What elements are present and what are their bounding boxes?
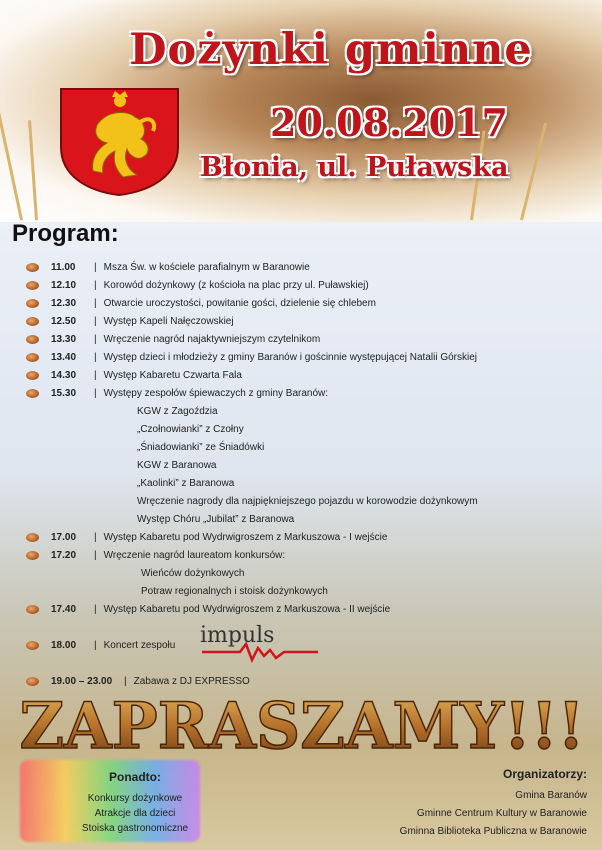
program-text: Występy zespołów śpiewaczych z gminy Baranów: [103,388,329,399]
separator: | [94,550,97,561]
bread-bullet-icon [26,533,39,542]
separator: | [94,280,97,291]
program-text: Występ Kabaretu pod Wydrwigroszem z Markuszowa - I wejście [103,532,388,543]
program-item [26,640,175,651]
program-text: Koncert zespołu [103,640,176,651]
program-subitem: Występ Chóru „Jubilat” z Baranowa [137,514,295,525]
separator: | [124,676,127,687]
program-subitem: KGW z Baranowa [137,460,217,471]
program-item [26,298,376,309]
program-time: 12.50 [51,316,77,327]
program-item [26,604,390,615]
separator: | [94,262,97,273]
organizer-item: Gminna Biblioteka Publiczna w Baranowie [399,826,587,837]
separator: | [94,640,97,651]
program-time: 11.00 [51,262,76,273]
separator: | [94,352,97,363]
separator: | [94,532,97,543]
program-subitem: „Czołnowianki” z Czołny [137,424,244,435]
program-text: Wręczenie nagród laureatom konkursów: [103,550,286,561]
extras-item: Konkursy dożynkowe [87,793,183,804]
program-text: Występ Kapeli Nałęczowskiej [103,316,234,327]
separator: | [94,316,97,327]
bread-bullet-icon [26,371,39,380]
program-time: 17.20 [51,550,77,561]
program-text: Wręczenie nagród najaktywniejszym czytelnikom [103,334,321,345]
program-item [26,550,285,561]
program-time: 13.40 [51,352,77,363]
program-subitem: Potraw regionalnych i stoisk dożynkowych [141,586,328,597]
bread-bullet-icon [26,677,39,686]
program-time: 12.30 [51,298,77,309]
program-text: Występ Kabaretu pod Wydrwigroszem z Markuszowa - II wejście [103,604,391,615]
program-time: 19.00 – 23.00 [51,676,113,687]
program-text: Występ Kabaretu Czwarta Fala [103,370,242,381]
extras-heading: Ponadto: [109,770,161,784]
organizer-item: Gminne Centrum Kultury w Baranowie [416,808,587,819]
bread-bullet-icon [26,641,39,650]
program-time: 15.30 [51,388,77,399]
program-subitem: „Kaolinki” z Baranowa [137,478,235,489]
bread-bullet-icon [26,389,39,398]
bread-bullet-icon [26,353,39,362]
event-title: Dożynki gminne [129,25,533,75]
organizers-heading: Organizatorzy: [502,767,587,781]
program-text: Zabawa z DJ EXPRESSO [133,676,250,687]
program-item [26,262,310,273]
impuls-band-logo [200,622,320,666]
separator: | [94,370,97,381]
program-subitem: Wieńców dożynkowych [141,568,245,579]
program-item [26,370,242,381]
separator: | [94,604,97,615]
bread-bullet-icon [26,605,39,614]
program-item [26,316,234,327]
event-date: 20.08.2017 [270,100,508,145]
program-text: Msza Św. w kościele parafialnym w Baranowie [103,262,310,273]
program-heading: Program: [12,220,119,247]
separator: | [94,298,97,309]
program-text: Otwarcie uroczystości, powitanie gości, dzielenie się chlebem [103,298,376,309]
bread-bullet-icon [26,335,39,344]
bread-bullet-icon [26,263,39,272]
program-text: Korowód dożynkowy (z kościoła na plac przy ul. Puławskiej) [103,280,369,291]
banner-text: ZAPRASZAMY!!! [19,690,585,760]
program-text: Występ dzieci i młodzieży z gminy Baranów i gościnnie występującej Natalii Górskiej [103,352,477,363]
extras-item: Stoiska gastronomiczne [81,823,189,834]
coat-of-arms-icon [57,85,182,197]
program-time: 12.10 [51,280,77,291]
program-subitem: KGW z Zagoździa [137,406,218,417]
separator: | [94,388,97,399]
impuls-logo-text: impuls [200,623,275,648]
program-item [26,388,328,399]
program-item [26,280,369,291]
bread-bullet-icon [26,281,39,290]
program-item [26,532,387,543]
program-subitem: Wręczenie nagrody dla najpiękniejszego pojazdu w korowodzie dożynkowym [137,496,478,507]
bread-bullet-icon [26,299,39,308]
program-time: 17.00 [51,532,77,543]
program-time: 14.30 [51,370,77,381]
program-time: 18.00 [51,640,77,651]
program-subitem: „Śniadowianki” ze Śniadówki [137,442,265,453]
extras-item: Atrakcje dla dzieci [94,808,176,819]
program-item [26,676,250,687]
invitation-banner [15,690,590,760]
bread-bullet-icon [26,551,39,560]
program-time: 17.40 [51,604,77,615]
event-place: Błonia, ul. Puławska [200,152,509,183]
program-item [26,334,320,345]
program-item [26,352,477,363]
organizer-item: Gmina Baranów [515,790,587,801]
separator: | [94,334,97,345]
program-time: 13.30 [51,334,77,345]
bread-bullet-icon [26,317,39,326]
